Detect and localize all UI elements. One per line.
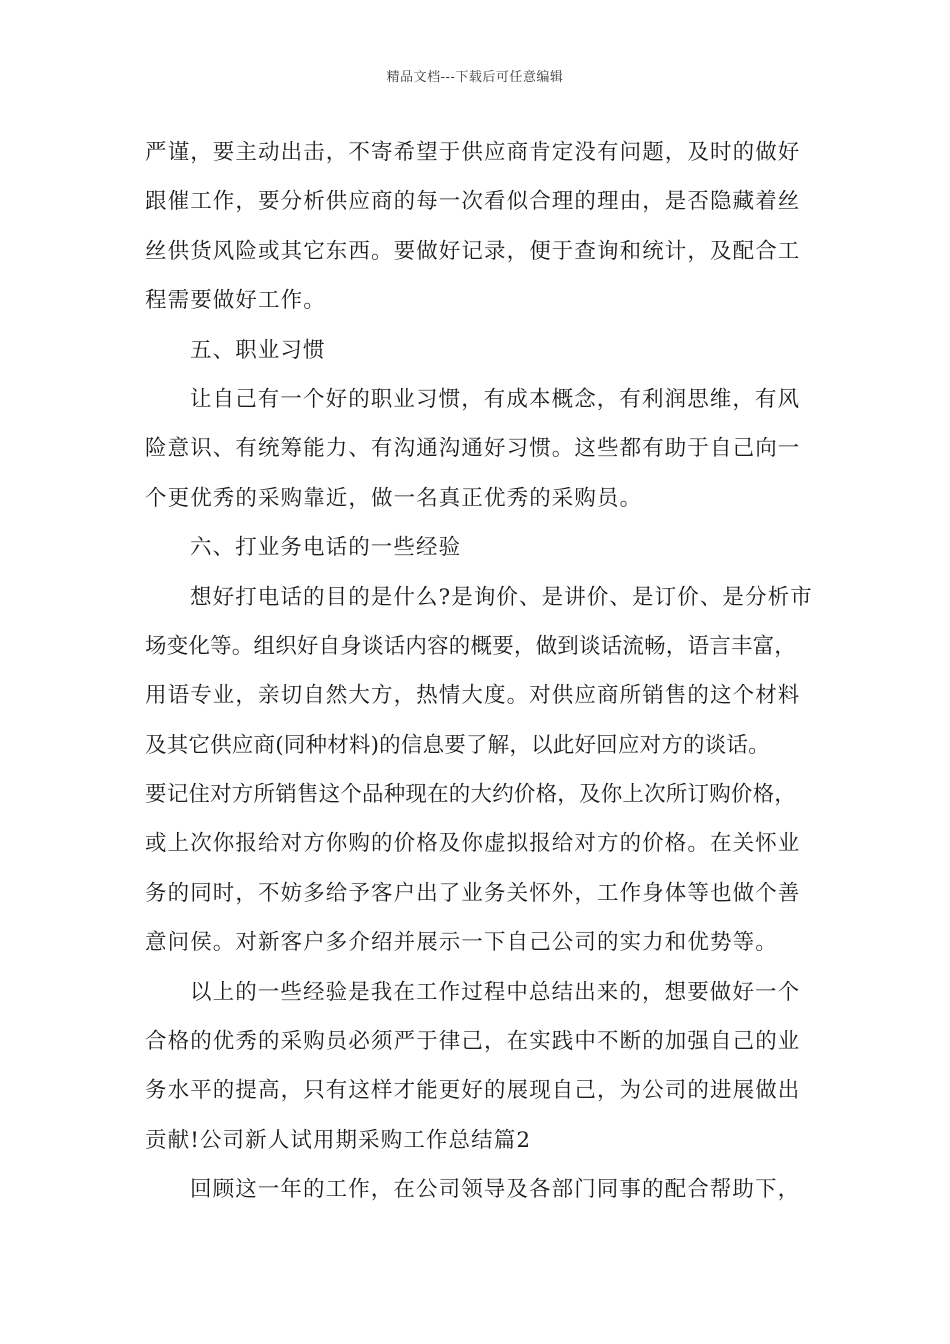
section-heading: 六、打业务电话的一些经验 <box>190 535 462 561</box>
paragraph-first-line: 回顾这一年的工作，在公司领导及各部门同事的配合帮助下， <box>190 1177 801 1203</box>
text-line: 跟催工作，要分析供应商的每一次看似合理的理由，是否隐藏着丝 <box>145 189 801 215</box>
paragraph-first-line: 想好打电话的目的是什么?是询价、是讲价、是订价、是分析市 <box>190 584 813 610</box>
text-line: 丝供货风险或其它东西。要做好记录，便于查询和统计，及配合工 <box>145 238 801 264</box>
text-line: 用语专业，亲切自然大方，热情大度。对供应商所销售的这个材料 <box>145 683 801 709</box>
page-header: 精品文档---下载后可任意编辑 <box>386 70 564 85</box>
text-line: 务水平的提高，只有这样才能更好的展现自己，为公司的进展做出 <box>145 1078 801 1104</box>
text-line: 务的同时，不妨多给予客户出了业务关怀外，工作身体等也做个善 <box>145 880 801 906</box>
text-line: 场变化等。组织好自身谈话内容的概要，做到谈话流畅，语言丰富， <box>145 633 797 659</box>
text-line: 意问侯。对新客户多介绍并展示一下自己公司的实力和优势等。 <box>145 930 778 956</box>
text-line: 或上次你报给对方你购的价格及你虚拟报给对方的价格。在关怀业 <box>145 831 801 857</box>
paragraph-first-line: 让自己有一个好的职业习惯，有成本概念，有利润思维，有风 <box>190 386 801 412</box>
paragraph-first-line: 以上的一些经验是我在工作过程中总结出来的，想要做好一个 <box>190 979 801 1005</box>
text-line: 贡献!公司新人试用期采购工作总结篇2 <box>145 1127 532 1153</box>
text-line: 个更优秀的采购靠近，做一名真正优秀的采购员。 <box>145 485 643 511</box>
text-line: 要记住对方所销售这个品种现在的大约价格，及你上次所订购价格， <box>145 782 797 808</box>
document-body <box>145 128 813 1215</box>
text-line: 险意识、有统筹能力、有沟通沟通好习惯。这些都有助于自己向一 <box>145 436 801 462</box>
text-line: 合格的优秀的采购员必须严于律己，在实践中不断的加强自己的业 <box>145 1029 801 1055</box>
text-line: 严谨，要主动出击，不寄希望于供应商肯定没有问题，及时的做好 <box>145 140 801 165</box>
section-heading: 五、职业习惯 <box>190 337 326 363</box>
text-line: 程需要做好工作。 <box>145 288 326 314</box>
text-line: 及其它供应商(同种材料)的信息要了解，以此好回应对方的谈话。 <box>145 732 770 758</box>
